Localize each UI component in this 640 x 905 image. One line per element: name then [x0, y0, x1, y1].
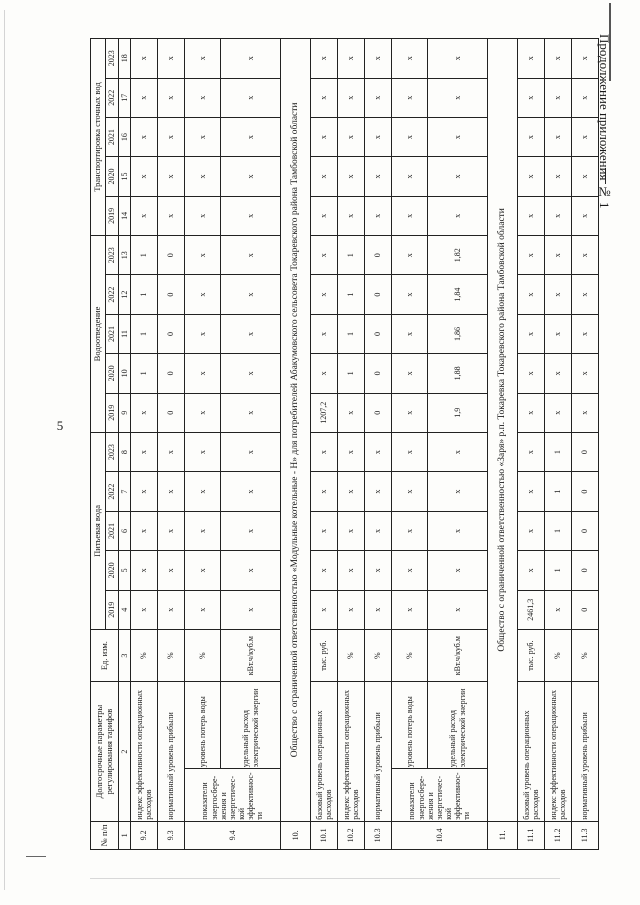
- row-unit: %: [392, 629, 428, 682]
- value-cell: x: [365, 39, 392, 79]
- column-number: 4: [119, 590, 131, 629]
- section-number: 11.: [488, 821, 518, 849]
- value-cell: x: [311, 275, 338, 314]
- value-cell: x: [221, 511, 281, 550]
- value-cell: x: [131, 511, 158, 550]
- value-cell: x: [185, 196, 221, 235]
- column-number: 1: [119, 821, 131, 849]
- value-cell: x: [131, 157, 158, 196]
- value-cell: x: [572, 78, 599, 117]
- value-cell: x: [428, 157, 488, 196]
- row-parameter: уровень потерь воды: [185, 682, 221, 769]
- value-cell: x: [338, 393, 365, 432]
- value-cell: x: [338, 432, 365, 471]
- value-cell: 1207,2: [311, 393, 338, 432]
- value-cell: x: [131, 551, 158, 590]
- header-year: 2020: [106, 157, 119, 196]
- row-number: 9.4: [185, 821, 281, 849]
- row-number: 9.3: [158, 821, 185, 849]
- value-cell: x: [365, 117, 392, 156]
- value-cell: x: [518, 432, 545, 471]
- value-cell: x: [338, 551, 365, 590]
- value-cell: x: [428, 196, 488, 235]
- column-number: 17: [119, 78, 131, 117]
- value-cell: x: [572, 157, 599, 196]
- value-cell: x: [131, 78, 158, 117]
- value-cell: x: [185, 354, 221, 393]
- column-number: 15: [119, 157, 131, 196]
- header-year: 2021: [106, 117, 119, 156]
- value-cell: x: [221, 551, 281, 590]
- value-cell: x: [338, 196, 365, 235]
- value-cell: 1: [545, 432, 572, 471]
- value-cell: x: [428, 78, 488, 117]
- value-cell: 0: [572, 511, 599, 550]
- column-number: 12: [119, 275, 131, 314]
- value-cell: 0: [365, 236, 392, 275]
- value-cell: x: [545, 117, 572, 156]
- value-cell: x: [311, 314, 338, 353]
- value-cell: x: [392, 275, 428, 314]
- value-cell: x: [392, 117, 428, 156]
- value-cell: x: [365, 472, 392, 511]
- value-cell: x: [185, 551, 221, 590]
- value-cell: x: [392, 236, 428, 275]
- section-organization: Общество с ограниченной ответственностью «Модульные котельные - Н» для потребителей Абакумовского сельсовета Токаревского района Тамбовской области: [281, 39, 311, 822]
- row-number: 10.1: [311, 821, 338, 849]
- value-cell: x: [311, 236, 338, 275]
- header-year: 2021: [106, 314, 119, 353]
- row-parameter: удельный расход электрической энергии: [428, 682, 488, 769]
- value-cell: x: [221, 472, 281, 511]
- value-cell: 1: [545, 472, 572, 511]
- value-cell: x: [185, 157, 221, 196]
- value-cell: x: [311, 117, 338, 156]
- page-number: 5: [56, 418, 64, 433]
- value-cell: x: [518, 39, 545, 79]
- value-cell: x: [518, 393, 545, 432]
- value-cell: x: [185, 432, 221, 471]
- value-cell: x: [428, 432, 488, 471]
- value-cell: x: [221, 157, 281, 196]
- value-cell: x: [365, 157, 392, 196]
- row-unit: кВт.ч/куб.м: [221, 629, 281, 682]
- value-cell: x: [545, 275, 572, 314]
- value-cell: x: [518, 354, 545, 393]
- value-cell: 1,88: [428, 354, 488, 393]
- value-cell: x: [545, 314, 572, 353]
- row-unit: тыс. руб.: [518, 629, 545, 682]
- value-cell: 0: [572, 551, 599, 590]
- value-cell: x: [545, 236, 572, 275]
- value-cell: x: [185, 117, 221, 156]
- table-row: [365, 39, 392, 850]
- value-cell: 0: [572, 432, 599, 471]
- value-cell: 1: [338, 275, 365, 314]
- row-unit: %: [365, 629, 392, 682]
- value-cell: x: [311, 590, 338, 629]
- value-cell: x: [185, 275, 221, 314]
- value-cell: x: [392, 196, 428, 235]
- value-cell: x: [428, 117, 488, 156]
- value-cell: x: [185, 314, 221, 353]
- row-parameter: индекс эффективности операционных расходов: [545, 682, 572, 821]
- table-row: [572, 39, 599, 850]
- value-cell: 0: [158, 236, 185, 275]
- header-year: 2022: [106, 275, 119, 314]
- value-cell: x: [311, 551, 338, 590]
- value-cell: x: [338, 511, 365, 550]
- value-cell: 1: [131, 275, 158, 314]
- value-cell: x: [428, 551, 488, 590]
- row-number: 9.2: [131, 821, 158, 849]
- header-year: 2020: [106, 551, 119, 590]
- value-cell: x: [158, 432, 185, 471]
- table-row: [311, 39, 338, 850]
- value-cell: x: [545, 78, 572, 117]
- section-organization: Общество с ограниченной ответственностью «Заря» р.п. Токаревка Токаревского района Тамбовской области: [488, 39, 518, 822]
- header-group-wastewater: Водоотведение: [91, 236, 106, 433]
- value-cell: 0: [158, 314, 185, 353]
- value-cell: 1: [131, 354, 158, 393]
- header-year: 2020: [106, 354, 119, 393]
- value-cell: x: [131, 472, 158, 511]
- row-unit: кВт.ч/куб.м: [428, 629, 488, 682]
- value-cell: x: [365, 196, 392, 235]
- header-param: Долгосрочные параметры регулирования тарифов: [91, 682, 119, 821]
- value-cell: x: [545, 590, 572, 629]
- value-cell: x: [518, 551, 545, 590]
- value-cell: x: [392, 472, 428, 511]
- header-year: 2022: [106, 78, 119, 117]
- value-cell: x: [518, 472, 545, 511]
- value-cell: 0: [158, 275, 185, 314]
- table-row: [185, 39, 221, 850]
- value-cell: x: [338, 472, 365, 511]
- value-cell: x: [158, 511, 185, 550]
- table-wrap: [90, 38, 590, 850]
- table-row: [338, 39, 365, 850]
- table-row: [221, 39, 281, 850]
- header-year: 2023: [106, 39, 119, 79]
- value-cell: x: [428, 472, 488, 511]
- value-cell: x: [545, 157, 572, 196]
- value-cell: x: [221, 39, 281, 79]
- tariff-table: [90, 38, 599, 850]
- value-cell: x: [338, 117, 365, 156]
- header-year: 2019: [106, 590, 119, 629]
- row-parameter: базовый уровень операционных расходов: [311, 682, 338, 821]
- row-number: 11.2: [545, 821, 572, 849]
- value-cell: 1: [338, 236, 365, 275]
- value-cell: x: [518, 78, 545, 117]
- value-cell: x: [131, 590, 158, 629]
- column-number: 9: [119, 393, 131, 432]
- value-cell: x: [338, 157, 365, 196]
- section-header-row: [281, 39, 311, 850]
- header-year: 2021: [106, 511, 119, 550]
- value-cell: x: [428, 39, 488, 79]
- value-cell: x: [338, 78, 365, 117]
- header-num: № п/п: [91, 821, 119, 849]
- row-parameter: нормативный уровень прибыли: [365, 682, 392, 821]
- value-cell: x: [392, 314, 428, 353]
- value-cell: x: [185, 511, 221, 550]
- value-cell: x: [572, 117, 599, 156]
- value-cell: x: [221, 117, 281, 156]
- value-cell: x: [221, 236, 281, 275]
- value-cell: x: [392, 354, 428, 393]
- column-number: 7: [119, 472, 131, 511]
- value-cell: x: [185, 78, 221, 117]
- value-cell: x: [518, 275, 545, 314]
- value-cell: 1,84: [428, 275, 488, 314]
- value-cell: x: [338, 39, 365, 79]
- value-cell: x: [221, 590, 281, 629]
- value-cell: x: [365, 432, 392, 471]
- column-number: 2: [119, 682, 131, 821]
- value-cell: x: [158, 157, 185, 196]
- value-cell: x: [572, 393, 599, 432]
- value-cell: x: [392, 78, 428, 117]
- column-number: 14: [119, 196, 131, 235]
- value-cell: 0: [365, 393, 392, 432]
- value-cell: x: [365, 551, 392, 590]
- header-year: 2019: [106, 393, 119, 432]
- header-group-drinking-water: Питьевая вода: [91, 432, 106, 629]
- value-cell: 0: [365, 314, 392, 353]
- value-cell: x: [221, 314, 281, 353]
- header-unit: Ед. изм.: [91, 629, 119, 682]
- table-row: [545, 39, 572, 850]
- value-cell: x: [392, 39, 428, 79]
- value-cell: 0: [572, 472, 599, 511]
- value-cell: x: [545, 393, 572, 432]
- value-cell: x: [545, 39, 572, 79]
- row-number: 10.3: [365, 821, 392, 849]
- table-row: [392, 39, 428, 850]
- section-header-row: [488, 39, 518, 850]
- continuation-title: Продолжение приложения № 1: [597, 34, 612, 209]
- value-cell: 0: [572, 590, 599, 629]
- value-cell: x: [185, 393, 221, 432]
- value-cell: x: [158, 472, 185, 511]
- row-parameter: нормативный уровень прибыли: [158, 682, 185, 821]
- value-cell: x: [311, 39, 338, 79]
- column-number: 8: [119, 432, 131, 471]
- value-cell: x: [572, 236, 599, 275]
- value-cell: x: [392, 511, 428, 550]
- value-cell: x: [311, 432, 338, 471]
- row-number: 10.4: [392, 821, 488, 849]
- header-group-transport: Транспортировка сточных вод: [91, 39, 106, 236]
- value-cell: x: [311, 511, 338, 550]
- value-cell: x: [392, 157, 428, 196]
- row-param-group: показатели энергосбере-жения и энергетичес-кой эффективнос-ти: [185, 769, 281, 822]
- value-cell: x: [221, 432, 281, 471]
- scan-mark: [26, 856, 46, 857]
- row-unit: %: [338, 629, 365, 682]
- value-cell: x: [311, 354, 338, 393]
- value-cell: x: [392, 551, 428, 590]
- value-cell: 0: [158, 393, 185, 432]
- column-number: 16: [119, 117, 131, 156]
- row-parameter: базовый уровень операционных расходов: [518, 682, 545, 821]
- value-cell: x: [428, 590, 488, 629]
- table-row: [158, 39, 185, 850]
- value-cell: x: [365, 78, 392, 117]
- value-cell: x: [311, 78, 338, 117]
- column-number: 5: [119, 551, 131, 590]
- value-cell: x: [131, 196, 158, 235]
- row-parameter: нормативный уровень прибыли: [572, 682, 599, 821]
- value-cell: x: [311, 196, 338, 235]
- value-cell: 1,9: [428, 393, 488, 432]
- header-year: 2019: [106, 196, 119, 235]
- value-cell: 1,82: [428, 236, 488, 275]
- value-cell: x: [518, 314, 545, 353]
- value-cell: x: [131, 117, 158, 156]
- value-cell: x: [545, 354, 572, 393]
- scan-mark: [90, 878, 560, 879]
- table-row: [131, 39, 158, 850]
- value-cell: 1: [338, 354, 365, 393]
- value-cell: x: [185, 472, 221, 511]
- value-cell: x: [221, 275, 281, 314]
- value-cell: x: [392, 393, 428, 432]
- value-cell: x: [518, 236, 545, 275]
- value-cell: 2461,3: [518, 590, 545, 629]
- value-cell: 0: [365, 275, 392, 314]
- value-cell: x: [158, 117, 185, 156]
- row-unit: %: [158, 629, 185, 682]
- row-parameter: индекс эффективности операционных расходов: [338, 682, 365, 821]
- value-cell: 0: [365, 354, 392, 393]
- column-number: 6: [119, 511, 131, 550]
- value-cell: x: [572, 196, 599, 235]
- value-cell: x: [185, 39, 221, 79]
- value-cell: x: [572, 275, 599, 314]
- value-cell: x: [221, 196, 281, 235]
- value-cell: x: [365, 590, 392, 629]
- column-number: 10: [119, 354, 131, 393]
- scan-mark: [4, 10, 5, 890]
- value-cell: x: [158, 196, 185, 235]
- value-cell: x: [392, 432, 428, 471]
- value-cell: 1: [131, 236, 158, 275]
- value-cell: x: [428, 511, 488, 550]
- value-cell: 1: [545, 511, 572, 550]
- header-year: 2022: [106, 472, 119, 511]
- row-number: 10.2: [338, 821, 365, 849]
- value-cell: x: [518, 117, 545, 156]
- row-parameter: удельный расход электрической энергии: [221, 682, 281, 769]
- value-cell: x: [158, 590, 185, 629]
- row-unit: тыс. руб.: [311, 629, 338, 682]
- value-cell: x: [158, 39, 185, 79]
- column-number: 3: [119, 629, 131, 682]
- value-cell: x: [518, 157, 545, 196]
- value-cell: x: [365, 511, 392, 550]
- value-cell: x: [311, 472, 338, 511]
- value-cell: x: [185, 590, 221, 629]
- value-cell: x: [545, 196, 572, 235]
- value-cell: 1,86: [428, 314, 488, 353]
- value-cell: x: [572, 354, 599, 393]
- table-row: [428, 39, 488, 850]
- row-unit: %: [131, 629, 158, 682]
- column-number: 18: [119, 39, 131, 79]
- value-cell: x: [221, 78, 281, 117]
- header-year: 2023: [106, 432, 119, 471]
- row-unit: %: [572, 629, 599, 682]
- section-number: 10.: [281, 821, 311, 849]
- value-cell: 1: [131, 314, 158, 353]
- value-cell: x: [185, 236, 221, 275]
- table-row: [518, 39, 545, 850]
- value-cell: 1: [545, 551, 572, 590]
- value-cell: x: [131, 393, 158, 432]
- row-unit: %: [545, 629, 572, 682]
- row-number: 11.3: [572, 821, 599, 849]
- value-cell: x: [518, 511, 545, 550]
- row-unit: %: [185, 629, 221, 682]
- value-cell: x: [158, 551, 185, 590]
- column-number: 13: [119, 236, 131, 275]
- value-cell: 0: [158, 354, 185, 393]
- row-parameter: уровень потерь воды: [392, 682, 428, 769]
- value-cell: x: [518, 196, 545, 235]
- value-cell: x: [131, 432, 158, 471]
- row-parameter: индекс эффективности операционных расходов: [131, 682, 158, 821]
- value-cell: x: [572, 314, 599, 353]
- value-cell: x: [131, 39, 158, 79]
- value-cell: x: [221, 393, 281, 432]
- value-cell: x: [221, 354, 281, 393]
- column-number: 11: [119, 314, 131, 353]
- value-cell: x: [392, 590, 428, 629]
- row-number: 11.1: [518, 821, 545, 849]
- value-cell: x: [158, 78, 185, 117]
- value-cell: x: [572, 39, 599, 79]
- header-year: 2023: [106, 236, 119, 275]
- value-cell: x: [311, 157, 338, 196]
- value-cell: 1: [338, 314, 365, 353]
- value-cell: x: [338, 590, 365, 629]
- row-param-group: показатели энергосбере-жения и энергетичес-кой эффективнос-ти: [392, 769, 488, 822]
